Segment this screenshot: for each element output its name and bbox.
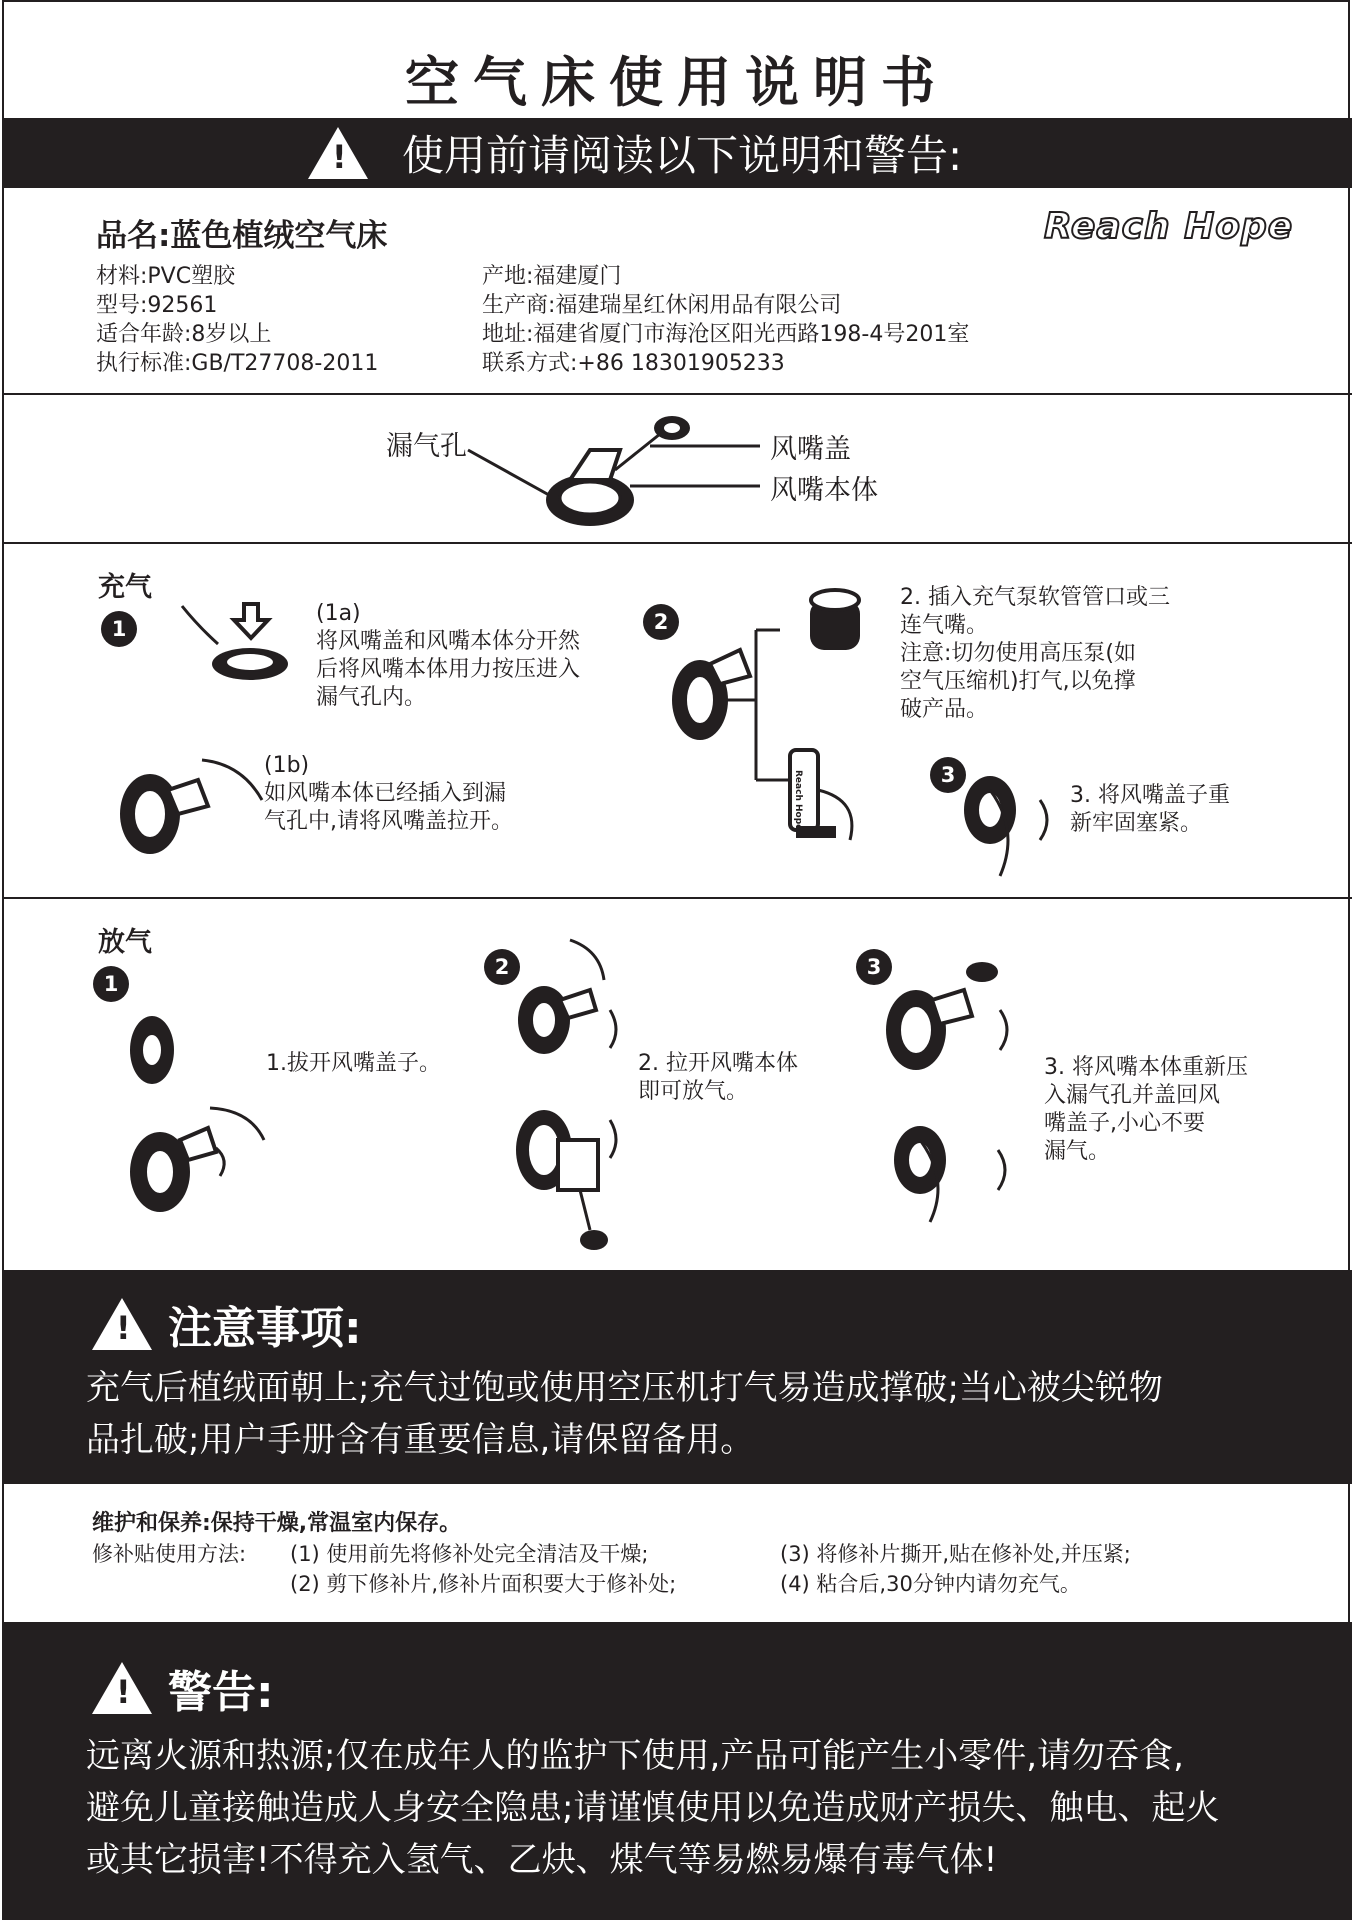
maintenance-heading: 维护和保养:保持干燥,常温室内保存。 <box>92 1511 462 1536</box>
spec-address: 地址:福建省厦门市海沧区阳光西路198-4号201室 <box>482 322 970 347</box>
inflate-step1b-line: 如风嘴本体已经插入到漏 <box>264 781 507 806</box>
inflate-step3-line: 新牢固塞紧。 <box>1070 811 1203 836</box>
inflate-step3-line: 3. 将风嘴盖子重 <box>1070 783 1230 808</box>
spec-age: 适合年龄:8岁以上 <box>96 322 272 347</box>
inflate-step2-note: 注意:切勿使用高压泵(如 <box>900 641 1136 666</box>
inflate-step2-pump-brand: Reach Hope <box>793 770 803 831</box>
warning-line: 远离火源和热源;仅在成年人的监护下使用,产品可能产生小零件,请勿吞食, <box>86 1736 1184 1776</box>
deflate-step1-badge: 1 <box>93 966 129 1002</box>
deflate-step3-line: 漏气。 <box>1044 1139 1111 1164</box>
deflate-heading: 放气 <box>98 927 152 958</box>
inflate-step1a-line: 将风嘴盖和风嘴本体分开然 <box>316 629 581 654</box>
patch-step: (3) 将修补片撕开,贴在修补处,并压紧; <box>780 1542 1131 1566</box>
spec-manufacturer: 生产商:福建瑞星红休闲用品有限公司 <box>482 293 842 318</box>
inflate-step2-line: 2. 插入充气泵软管管口或三 <box>900 585 1170 610</box>
warning-triangle-icon: ! <box>308 127 368 179</box>
warning-line: 避免儿童接触造成人身安全隐患;请谨慎使用以免造成财产损失、触电、起火 <box>86 1788 1220 1828</box>
inflate-step1a-line: 后将风嘴本体用力按压进入 <box>316 657 581 682</box>
divider <box>2 542 1352 544</box>
inflate-step3-illustration <box>960 770 1060 880</box>
valve-diagram-illustration <box>440 400 770 540</box>
divider <box>2 897 1352 899</box>
inflate-step1b-label: (1b) <box>264 753 310 778</box>
patch-step: (2) 剪下修补片,修补片面积要大于修补处; <box>290 1572 677 1596</box>
inflate-step2-note: 空气压缩机)打气,以免撑 <box>900 669 1136 694</box>
deflate-step1-text: 1.拔开风嘴盖子。 <box>266 1051 441 1076</box>
inflate-step2-pump-illustration <box>660 570 890 860</box>
warning-band <box>2 1622 1352 1920</box>
deflate-step2-badge: 2 <box>484 949 520 985</box>
label-leak-hole: 漏气孔 <box>386 431 467 462</box>
spec-standard: 执行标准:GB/T27708-2011 <box>96 351 379 376</box>
inflate-step1b-line: 气孔中,请将风嘴盖拉开。 <box>264 809 513 834</box>
spec-material: 材料:PVC塑胶 <box>96 264 236 289</box>
inflate-step2-note: 破产品。 <box>900 697 989 722</box>
notice-banner <box>2 118 1352 188</box>
deflate-step3-badge: 3 <box>856 949 892 985</box>
deflate-step2-illustration <box>510 930 640 1260</box>
inflate-step1a-line: 漏气孔内。 <box>316 685 427 710</box>
inflate-step1a-label: (1a) <box>316 601 361 626</box>
inflate-heading: 充气 <box>98 572 152 603</box>
deflate-step3-line: 嘴盖子,小心不要 <box>1044 1111 1205 1136</box>
patch-step: (4) 粘合后,30分钟内请勿充气。 <box>780 1572 1081 1596</box>
label-valve-body: 风嘴本体 <box>770 475 878 506</box>
inflate-step2-badge: 2 <box>643 604 679 640</box>
spec-origin: 产地:福建厦门 <box>482 264 622 289</box>
warning-line: 或其它损害!不得充入氢气、乙炔、煤气等易燃易爆有毒气体! <box>86 1840 998 1880</box>
page-title: 空气床使用说明书 <box>405 51 949 114</box>
inflate-step3-badge: 3 <box>930 757 966 793</box>
deflate-step1-illustration <box>120 1000 270 1220</box>
notice-banner-text: 使用前请阅读以下说明和警告: <box>402 131 963 180</box>
patch-method-label: 修补贴使用方法: <box>92 1542 247 1566</box>
deflate-step3-line: 3. 将风嘴本体重新压 <box>1044 1055 1248 1080</box>
divider <box>2 393 1352 395</box>
deflate-step3-illustration <box>880 950 1030 1230</box>
deflate-step2-line: 即可放气。 <box>638 1079 749 1104</box>
deflate-step3-line: 入漏气孔并盖回风 <box>1044 1083 1221 1108</box>
warning-heading: 警告: <box>168 1667 274 1718</box>
spec-contact: 联系方式:+86 18301905233 <box>482 351 785 376</box>
inflate-step1a-illustration <box>178 596 298 686</box>
inflate-step1b-illustration <box>112 750 272 860</box>
caution-band <box>2 1270 1352 1484</box>
product-name: 品名:蓝色植绒空气床 <box>96 218 388 254</box>
spec-model: 型号:92561 <box>96 293 218 318</box>
brand-logo: Reach Hope <box>1044 206 1294 247</box>
patch-step: (1) 使用前先将修补处完全清洁及干燥; <box>290 1542 649 1566</box>
caution-heading: 注意事项: <box>168 1303 362 1354</box>
inflate-step2-line: 连气嘴。 <box>900 613 989 638</box>
caution-line: 充气后植绒面朝上;充气过饱或使用空压机打气易造成撑破;当心被尖锐物 <box>86 1368 1163 1408</box>
caution-line: 品扎破;用户手册含有重要信息,请保留备用。 <box>86 1420 755 1460</box>
inflate-step1-badge: 1 <box>101 611 137 647</box>
warning-triangle-icon: ! <box>92 1662 152 1714</box>
warning-triangle-icon: ! <box>92 1298 152 1350</box>
deflate-step2-line: 2. 拉开风嘴本体 <box>638 1051 798 1076</box>
label-valve-cap: 风嘴盖 <box>770 434 851 465</box>
